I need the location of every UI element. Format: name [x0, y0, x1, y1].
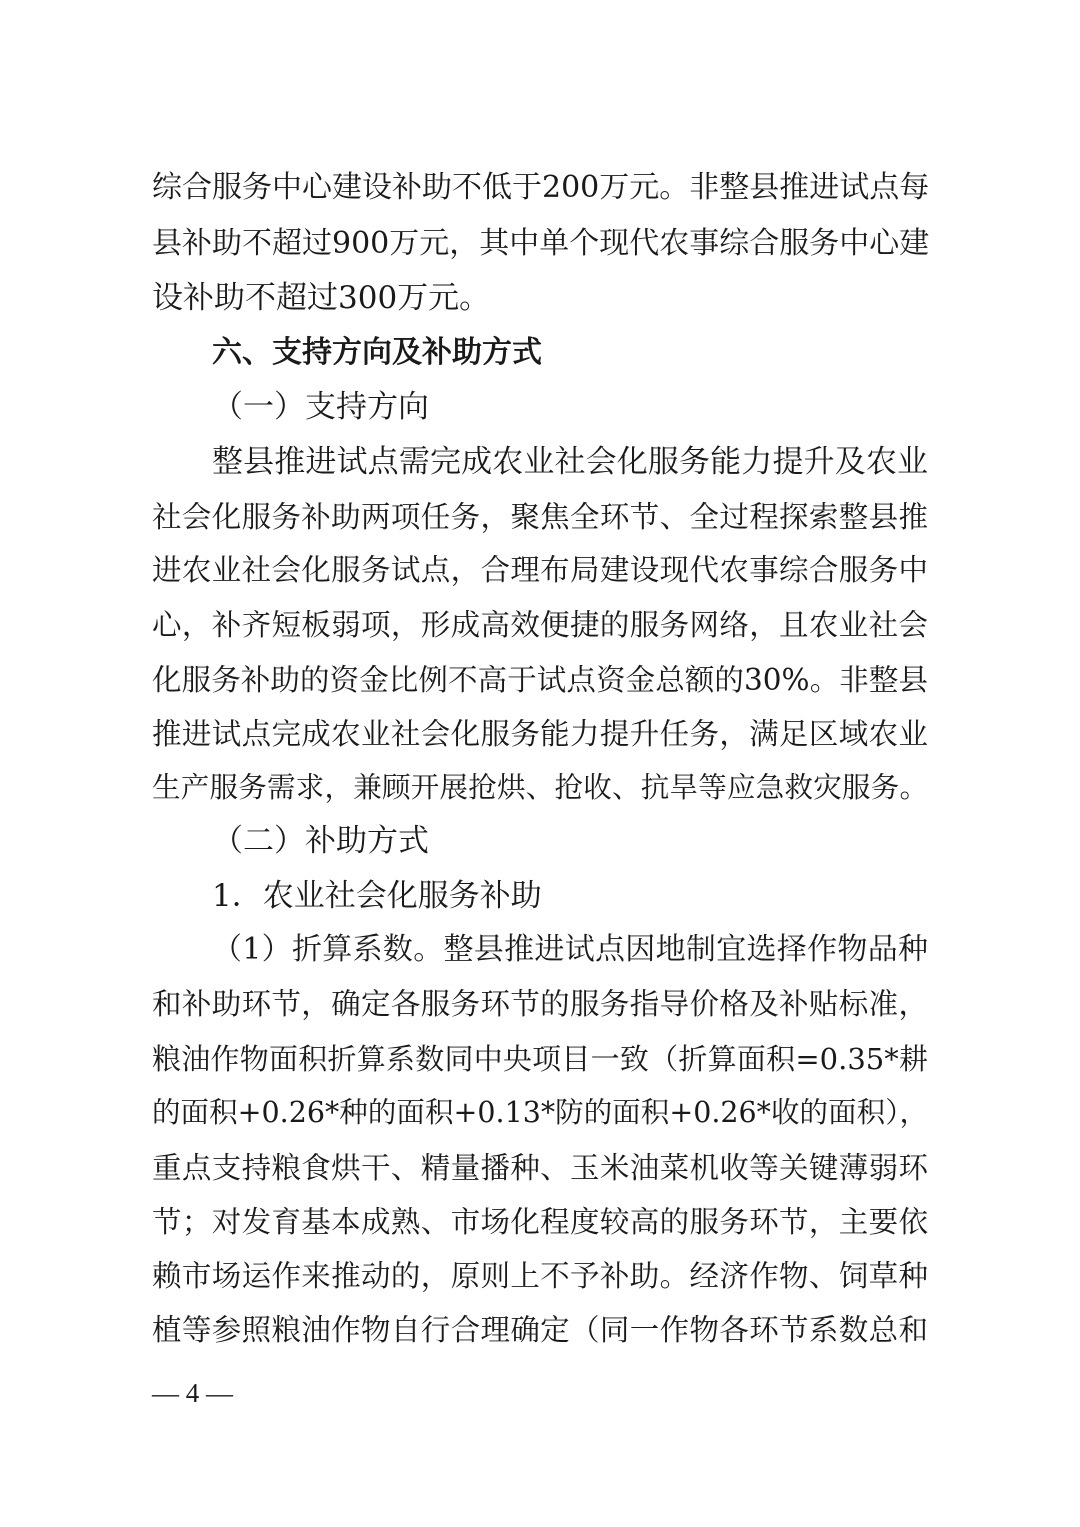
body-line: 赖市场运作来推动的，原则上不予补助。经济作物、饲草种 [152, 1259, 928, 1293]
body-line: 设补助不超过300万元。 [152, 280, 491, 316]
body-line: 化服务补助的资金比例不高于试点资金总额的30%。非整县 [152, 663, 928, 697]
body-line: （1）折算系数。整县推进试点因地制宜选择作物品种 [212, 932, 928, 967]
body-line: 社会化服务补助两项任务，聚焦全环节、全过程探索整县推 [152, 500, 928, 534]
page-number: — 4 — [152, 1378, 233, 1408]
body-line: 节；对发育基本成熟、市场化程度较高的服务环节，主要依 [152, 1205, 928, 1239]
body-line: 心，补齐短板弱项，形成高效便捷的服务网络，且农业社会 [152, 608, 928, 642]
body-line: 的面积+0.26*种的面积+0.13*防的面积+0.26*收的面积）， [152, 1096, 928, 1129]
body-line: 植等参照粮油作物自行合理确定（同一作物各环节系数总和 [152, 1313, 928, 1347]
body-line: 进农业社会化服务试点，合理布局建设现代农事综合服务中 [152, 553, 928, 587]
body-line: 综合服务中心建设补助不低于200万元。非整县推进试点每 [152, 170, 930, 205]
body-line: 推进试点完成农业社会化服务能力提升任务，满足区域农业 [152, 717, 928, 751]
body-line: 县补助不超过900万元，其中单个现代农事综合服务中心建 [152, 226, 930, 261]
body-line: 整县推进试点需完成农业社会化服务能力提升及农业 [212, 444, 928, 480]
body-line: 粮油作物面积折算系数同中央项目一致（折算面积=0.35*耕 [152, 1042, 928, 1076]
body-line: 生产服务需求，兼顾开展抢烘、抢收、抗旱等应急救灾服务。 [152, 771, 928, 804]
subsection-heading: （一）支持方向 [212, 389, 429, 425]
body-line: 重点支持粮食烘干、精量播种、玉米油菜机收等关键薄弱环 [152, 1151, 928, 1185]
section-heading: 六、支持方向及补助方式 [212, 335, 542, 370]
subsection-heading: （二）补助方式 [212, 823, 429, 859]
item-heading: 1．农业社会化服务补助 [212, 878, 542, 914]
body-line: 和补助环节，确定各服务环节的服务指导价格及补贴标准， [152, 987, 928, 1021]
